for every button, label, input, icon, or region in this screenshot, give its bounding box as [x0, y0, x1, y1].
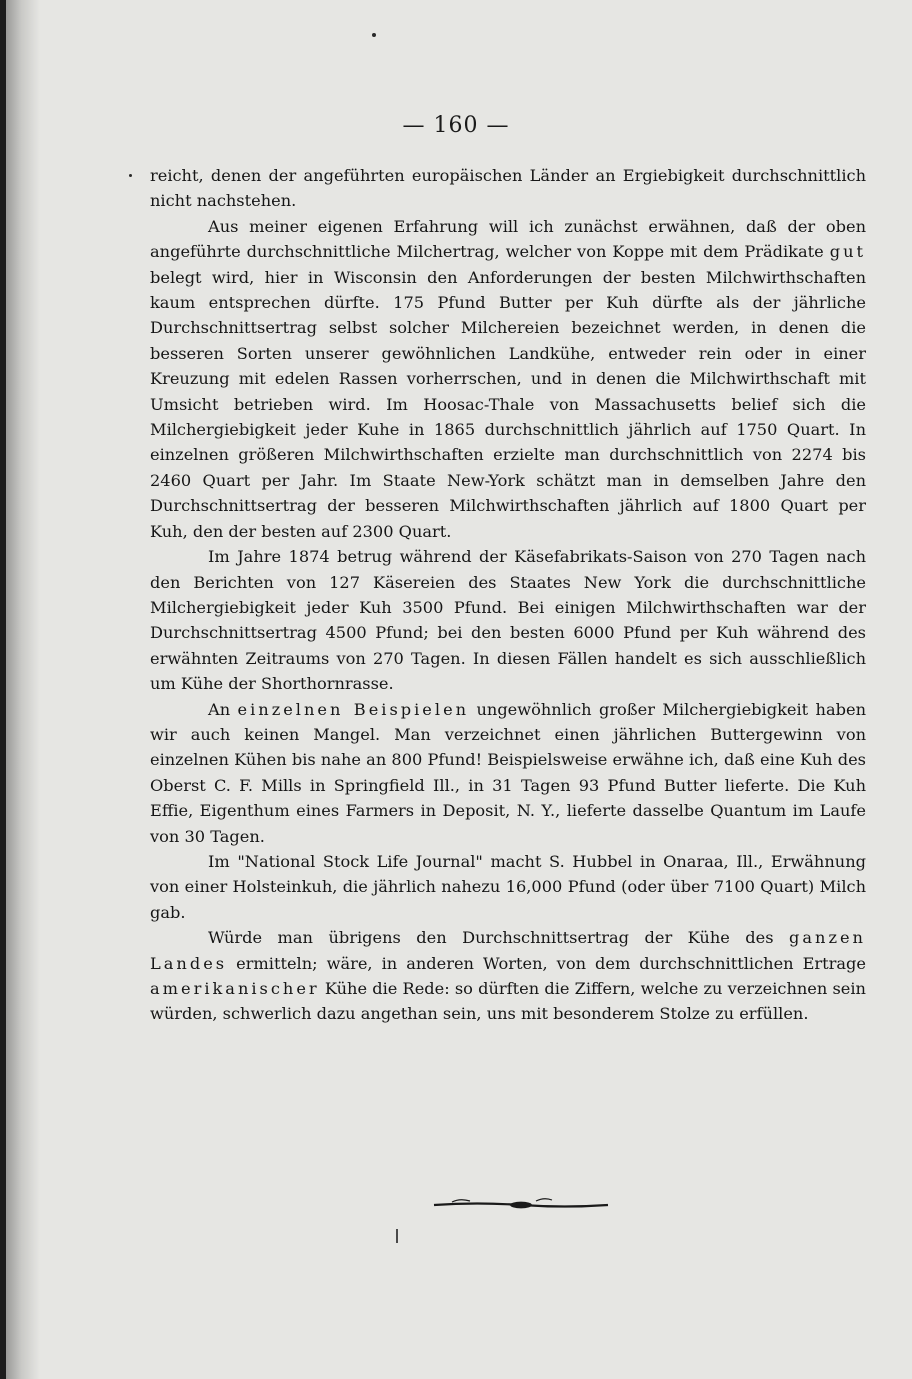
speck-top	[372, 33, 376, 37]
ornament-center	[510, 1202, 532, 1209]
paragraph-2-rest: belegt wird, hier in Wisconsin den Anforderungen der besten Milchwirthschaften kaum entsprechen dürfte. 175 Pfund Butter per Kuh dürfte als der jährliche Durchschnittsertrag selbst solcher Milchereien bezeichnet werden, in denen die besseren Sorten unserer gewöhnlichen Landkühe, entweder rein oder in einer Kreuzung mit edelen Rassen vorherrschen, und in denen die Milchwirthschaft mit Umsicht betrieben wird. Im Hoosac-Thale von Massachusetts belief sich die Milchergiebigkeit jeder Kuhe in 1865 durchschnittlich jährlich auf 1750 Quart. In einzelnen größeren Milchwirthschaften erzielte man durchschnittlich von 2274 bis 2460 Quart per Jahr. Im Staate New-York schätzt man in demselben Jahre den Durchschnittsertrag der besseren Milchwirthschaften jährlich auf 1800 Quart per Kuh, den der besten auf 2300 Quart.	[150, 267, 866, 541]
paragraph-1: reicht, denen der angeführten europäischen Länder an Ergiebigkeit durchschnittlich nicht nachstehen.	[150, 166, 866, 211]
body-text	[150, 163, 866, 1027]
ornament-flourish-left	[452, 1200, 470, 1202]
emphasis-amerikanischer: amerikanischer	[150, 979, 320, 998]
paragraph-4-start: An	[208, 699, 238, 719]
paragraph-4	[150, 697, 866, 849]
paragraph-2	[150, 214, 866, 544]
paragraph-6	[150, 925, 866, 1027]
closing-ornament	[432, 1193, 610, 1217]
speck-left	[129, 174, 132, 177]
binding-shadow	[6, 0, 40, 1379]
paragraph-2-start: Aus meiner eigenen Erfahrung will ich zunächst erwähnen, daß der oben angeführte durchschnittliche Milchertrag, welcher von Koppe mit dem Prädikate	[150, 216, 866, 262]
emphasis-einzelnen-beispielen: einzelnen Beispielen	[237, 699, 470, 719]
page-number: — 160 —	[402, 113, 510, 138]
paragraph-6-start: Würde man übrigens den Durchschnittsertrag der Kühe des	[208, 928, 790, 948]
paragraph-4-rest: ungewöhnlich großer Milchergiebigkeit haben wir auch keinen Mangel. Man verzeichnet einen jährlichen Buttergewinn von einzelnen Kühen bis nahe an 800 Pfund! Beispielsweise erwähne ich, daß eine Kuh des Oberst C. F. Mills in Springfield Ill., in 31 Tagen 93 Pfund Butter lieferte. Die Kuh Effie, Eigenthum eines Farmers in Deposit, N. Y., lieferte dasselbe Quantum im Laufe von 30 Tagen.	[150, 699, 866, 846]
emphasis-gut: gut	[829, 242, 866, 262]
ornament-flourish-right	[536, 1199, 552, 1201]
emphasis-ganzen-landes: ganzen Landes	[150, 928, 866, 973]
paragraph-6-end: Kühe die Rede: so dürften die Ziffern, welche zu verzeichnen sein würden, schwerlich dazu angethan sein, uns mit besonderem Stolze zu erfüllen.	[150, 979, 866, 1024]
paragraph-3: Im Jahre 1874 betrug während der Käsefabrikats-Saison von 270 Tagen nach den Berichten von 127 Käsereien des Staates New York die durchschnittliche Milchergiebigkeit jeder Kuh 3500 Pfund. Bei einigen Milchwirthschaften war der Durchschnittsertrag 4500 Pfund; bei den besten 6000 Pfund per Kuh während des erwähnten Zeitraums von 270 Tagen. In diesen Fällen handelt es sich ausschließlich um Kühe der Shorthornrasse.	[150, 547, 866, 694]
paragraph-5: Im "National Stock Life Journal" macht S. Hubbel in Onaraa, Ill., Erwähnung von einer Holsteinkuh, die jährlich nahezu 16,000 Pfund (oder über 7100 Quart) Milch gab.	[150, 851, 866, 922]
paragraph-6-middle: ermitteln; wäre, in anderen Worten, von dem durchschnittlichen Ertrage	[227, 953, 866, 973]
stray-mark	[396, 1229, 398, 1243]
